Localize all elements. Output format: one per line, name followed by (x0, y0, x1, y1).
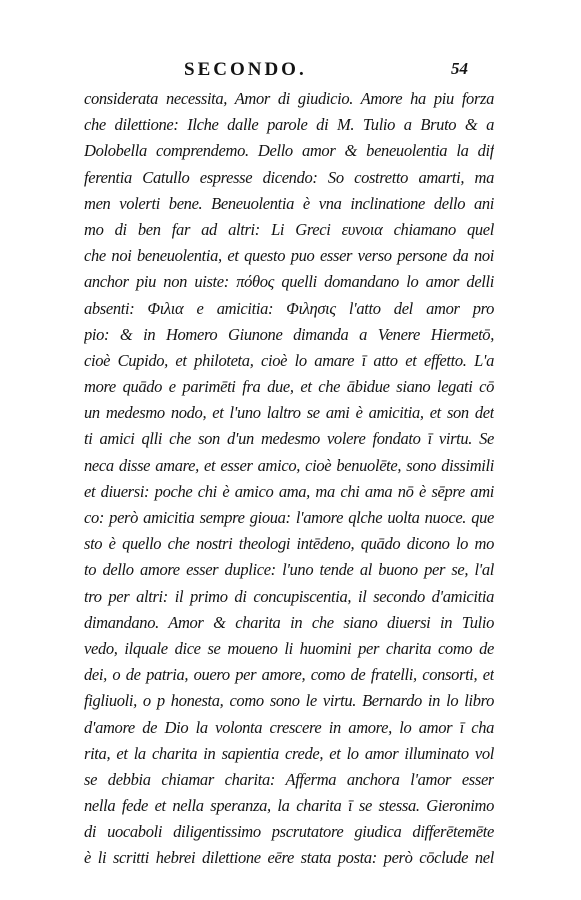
text-line: ti amici qlli che son d'un medesmo volere fondato ī virtu. Se (84, 429, 494, 449)
running-head (0, 57, 581, 87)
text-line: vedo, ilquale dice se moueno li huomini per charita como de (84, 638, 494, 658)
text-line: tro per altri: il primo di concupiscentia, il secondo d'amicitia (84, 586, 494, 606)
running-head-title: SECONDO. (184, 59, 307, 80)
text-line: neca disse amare, et esser amico, cioè benuolēte, sono dissimili (84, 455, 494, 475)
text-line: rita, et la charita in sapientia crede, et lo amor illuminato vol (84, 743, 494, 763)
text-line: d'amore de Dio la volonta crescere in amore, lo amor ī cha (84, 717, 494, 737)
text-line: di uocaboli diligentissimo pscrutatore giudica differētemēte (84, 822, 494, 842)
text-line: è li scritti hebrei dilettione eēre stata posta: però cōclude nel (84, 848, 494, 868)
text-line: considerata necessita, Amor di giudicio. Amore ha piu forza (84, 89, 494, 108)
text-line: se debbia chiamar charita: Afferma anchora l'amor esser (84, 769, 494, 789)
text-line: dimandano. Amor & charita in che siano diuersi in Tulio (84, 612, 494, 632)
text-line: men volerti bene. Beneuolentia è vna inclinatione dello ani (84, 193, 494, 213)
page-number: 54 (451, 59, 468, 78)
text-line: mo di ben far ad altri: Li Greci ευνοια chiamano quel (84, 219, 494, 239)
text-line: anchor piu non uiste: πόθος quelli domandano lo amor delli (84, 272, 494, 292)
text-line: che dilettione: Ilche dalle parole di M. Tulio a Bruto & a (84, 115, 494, 135)
text-line: cioè Cupido, et philoteta, cioè lo amare ī atto et effetto. L'a (84, 350, 494, 370)
text-line: to dello amore esser duplice: l'uno tende al buono per se, l'al (84, 560, 494, 580)
text-line: pio: & in Homero Giunone dimanda a Venere Hiermetō, (84, 324, 494, 344)
text-line: ferentia Catullo espresse dicendo: So costretto amarti, ma (84, 167, 494, 187)
text-line: dei, o de patria, ouero per amore, como de fratelli, consorti, et (84, 665, 494, 685)
text-line: co: però amicitia sempre gioua: l'amore qlche uolta nuoce. que (84, 508, 494, 527)
text-line: more quādo e parimēti fra due, et che ābidue siano legati cō (84, 377, 494, 397)
text-line: absenti: Φιλια e amicitia: Φιλησις l'atto del amor pro (84, 298, 494, 318)
text-body (84, 86, 494, 872)
text-line: et diuersi: poche chi è amico ama, ma chi ama nō è sēpre ami (84, 481, 494, 501)
text-line: figliuoli, o p honesta, como sono le virtu. Bernardo in lo libro (84, 691, 494, 711)
text-line: nella fede et nella speranza, la charita ī se stessa. Gieronimo (84, 796, 494, 816)
text-line: sto è quello che nostri theologi intēdeno, quādo dicono lo mo (84, 534, 494, 554)
text-line: Dolobella comprendemo. Dello amor & beneuolentia la dif (84, 141, 494, 161)
text-line: che noi beneuolentia, et questo puo esser verso persone da noi (84, 246, 494, 266)
text-line: un medesmo nodo, et l'uno laltro se ami è amicitia, et son det (84, 403, 494, 423)
